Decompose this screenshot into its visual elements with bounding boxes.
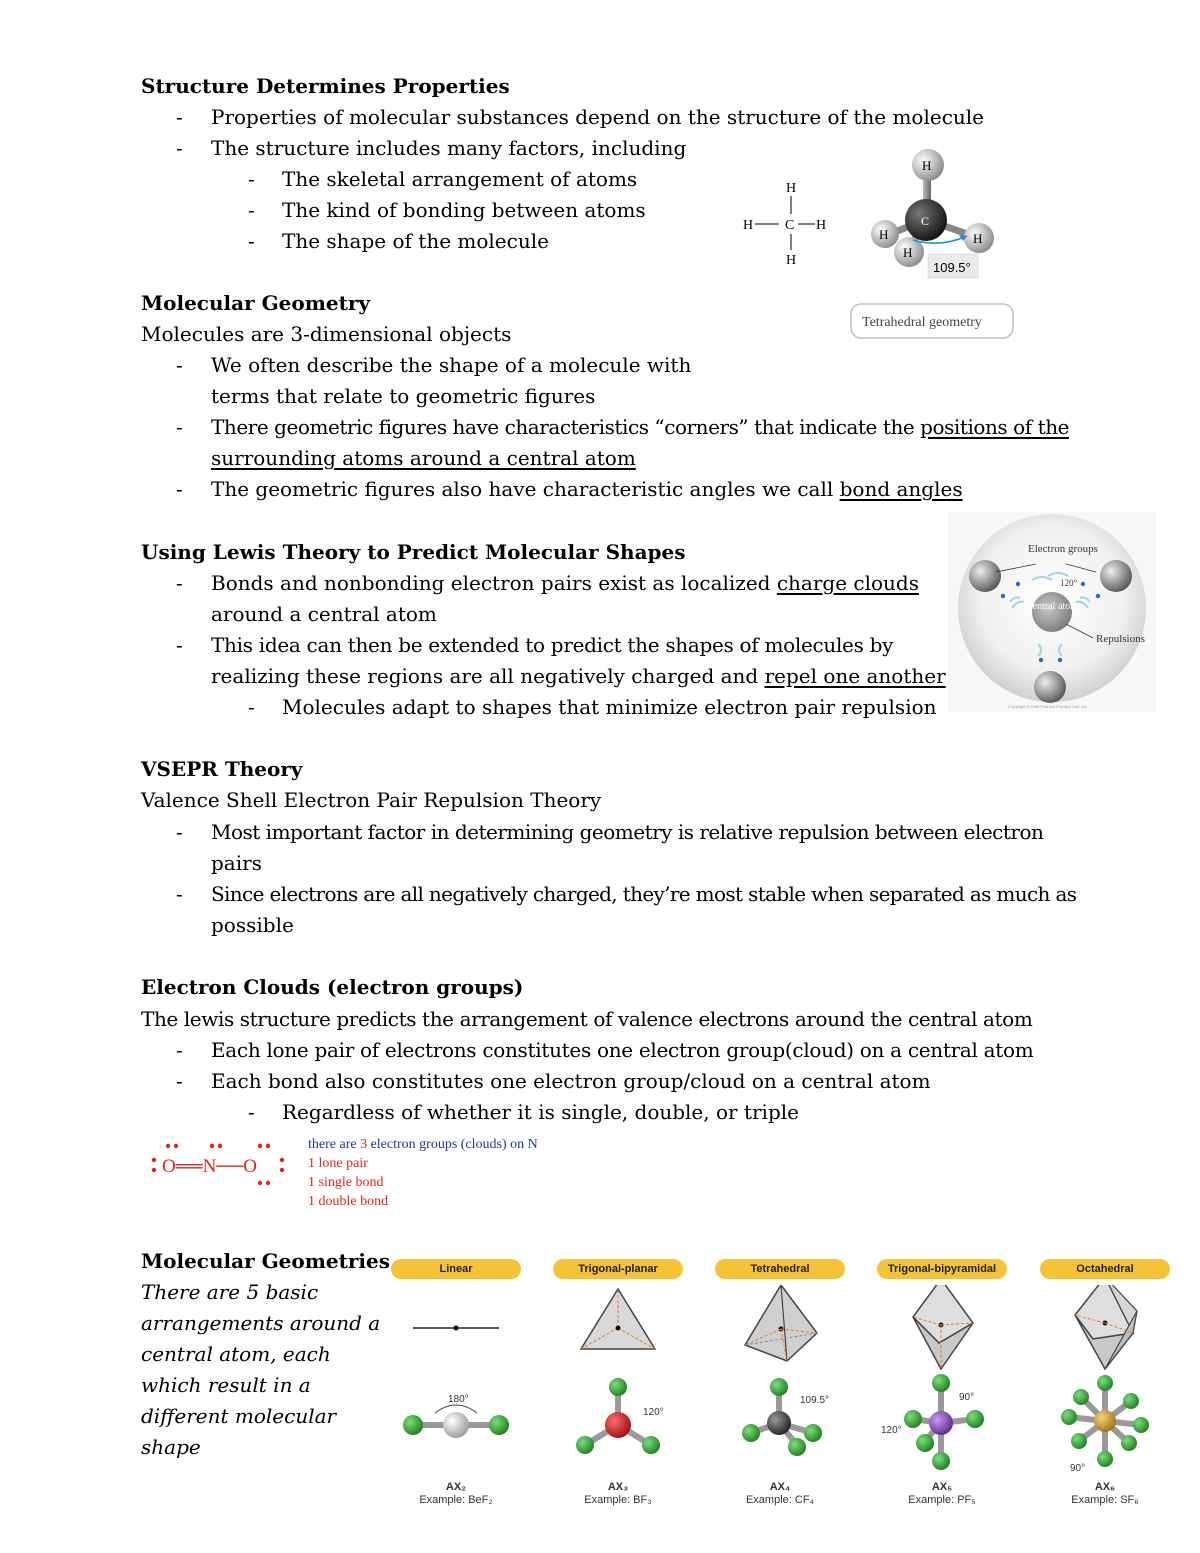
ball-h2: H [879, 227, 889, 242]
single-bond-count: 1 single bond [308, 1175, 384, 1190]
bullet-text: terms that relate to geometric figures [211, 384, 596, 408]
central-atom-label: Central atom [1026, 601, 1078, 612]
angle-label: 109.5° [800, 1395, 830, 1406]
geometry-label-tetrahedral: Tetrahedral [715, 1259, 845, 1279]
lewis-h-right: H [816, 218, 827, 233]
electron-groups-label: Electron groups [1028, 543, 1098, 555]
italic-line: There are 5 basic [141, 1280, 319, 1304]
lewis-h-left: H [743, 218, 754, 233]
bullet-text: There geometric figures have characteristics “corners” that indicate the positions of the [211, 415, 1070, 439]
bullet-text: around a central atom [211, 602, 437, 626]
angle-label: 120° [643, 1407, 664, 1418]
lewis-structure: O══N──O [162, 1156, 258, 1177]
heading-structure-determines-properties: Structure Determines Properties [141, 74, 510, 98]
copyright-label: Copyright © 2008 Pearson Prentice Hall, Inc. [1008, 704, 1088, 709]
angle-label: 90° [1070, 1463, 1086, 1474]
bullet-dash: - [176, 1038, 183, 1062]
bullet-dash: - [176, 571, 183, 595]
bullet-text: The geometric figures also have characteristic angles we call bond angles [211, 477, 963, 501]
italic-line: central atom, each [141, 1342, 331, 1366]
lone-pair-count: 1 lone pair [308, 1156, 368, 1171]
geometry-label-linear: Linear [391, 1259, 521, 1279]
angle-label: 180° [448, 1394, 469, 1405]
lewis-h-top: H [786, 181, 797, 196]
electron-groups-figure [948, 512, 1156, 712]
geometry-caption-tetrahedral: AX₄ Example: CF₄ [745, 1481, 815, 1506]
sub-bullet-dash: - [248, 1100, 255, 1124]
heading-molecular-geometries: Molecular Geometries [141, 1249, 390, 1273]
trigonal-planar-model [576, 1378, 664, 1454]
italic-line: which result in a [141, 1373, 311, 1397]
italic-line: different molecular [141, 1404, 337, 1428]
bullet-dash: - [176, 1069, 183, 1093]
heading-electron-clouds: Electron Clouds (electron groups) [141, 975, 524, 999]
ball-c: C [921, 214, 930, 228]
sub-bullet-dash: - [248, 229, 255, 253]
sub-bullet-dash: - [248, 167, 255, 191]
bullet-text: Since electrons are all negatively charged, they’re most stable when separated as much as [211, 882, 1077, 906]
geometry-caption-linear: AX₂ Example: BeF₂ [419, 1481, 493, 1506]
sub-bullet-text: The kind of bonding between atoms [282, 198, 646, 222]
tetrahedral-model [742, 1378, 829, 1456]
octahedral-model [1061, 1375, 1149, 1474]
angle-label: 109.5° [933, 260, 971, 275]
no2-lewis-figure [140, 1134, 610, 1214]
electron-group-summary: there are 3 electron groups (clouds) on N [308, 1137, 538, 1152]
sub-bullet-dash: - [248, 198, 255, 222]
paragraph: Valence Shell Electron Pair Repulsion Theory [141, 788, 602, 812]
sub-bullet-text: The skeletal arrangement of atoms [282, 167, 638, 191]
sub-bullet-text: Regardless of whether it is single, double, or triple [282, 1100, 799, 1124]
triangle-shape [581, 1289, 655, 1349]
bullet-text-underlined: surrounding atoms around a central atom [211, 446, 636, 470]
bullet-text: Each bond also constitutes one electron group/cloud on a central atom [211, 1069, 931, 1093]
figure-caption: Tetrahedral geometry [862, 315, 982, 330]
electron-groups-diagram [948, 512, 1156, 712]
heading-molecular-geometry: Molecular Geometry [141, 291, 371, 315]
sub-bullet-text: Molecules adapt to shapes that minimize electron pair repulsion [282, 695, 937, 719]
heading-lewis-theory: Using Lewis Theory to Predict Molecular Shapes [141, 540, 686, 564]
bullet-text: Most important factor in determining geometry is relative repulsion between electron [211, 820, 1044, 844]
bullet-text: The structure includes many factors, including [211, 136, 687, 160]
bullet-dash: - [176, 820, 183, 844]
geometry-caption-octahedral: AX₆ Example: SF₆ [1071, 1481, 1139, 1506]
methane-figure [735, 148, 1030, 348]
double-bond-count: 1 double bond [308, 1194, 389, 1209]
angle-label: 90° [959, 1392, 975, 1403]
lewis-c: C [785, 218, 795, 233]
ball-h1: H [922, 158, 932, 173]
octahedron-shape [1075, 1285, 1137, 1369]
geometry-label-trigonal-planar: Trigonal-planar [553, 1259, 683, 1279]
bullet-dash: - [176, 415, 183, 439]
geometry-shapes [385, 1285, 1185, 1485]
sub-bullet-dash: - [248, 695, 255, 719]
bullet-dash: - [176, 633, 183, 657]
bullet-dash: - [176, 882, 183, 906]
sub-bullet-text: The shape of the molecule [282, 229, 549, 253]
geometry-label-trigonal-bipyramidal: Trigonal-bipyramidal [877, 1259, 1007, 1279]
bullet-text: Properties of molecular substances depend on the structure of the molecule [211, 105, 985, 129]
italic-line: shape [141, 1435, 201, 1459]
paragraph: The lewis structure predicts the arrangement of valence electrons around the central atom [141, 1007, 1033, 1031]
italic-line: arrangements around a [141, 1311, 381, 1335]
paragraph: Molecules are 3-dimensional objects [141, 322, 512, 346]
heading-vsepr-theory: VSEPR Theory [141, 757, 303, 781]
angle-label: 120° [1060, 578, 1078, 588]
geometries-figure [385, 1255, 1185, 1525]
bullet-text: This idea can then be extended to predict the shapes of molecules by [211, 633, 894, 657]
ball-h4: H [903, 245, 913, 260]
bullet-dash: - [176, 353, 183, 377]
bullet-text: possible [211, 913, 294, 937]
geometry-caption-trigonal-planar: AX₃ Example: BF₃ [584, 1481, 652, 1506]
linear-model [403, 1394, 509, 1438]
no2-lewis-diagram [140, 1134, 610, 1214]
bullet-text: We often describe the shape of a molecule with [211, 353, 692, 377]
ball-h3: H [973, 231, 983, 246]
trigonal-bipyramidal-model [881, 1374, 984, 1470]
methane-diagram [735, 148, 1030, 348]
bullet-dash: - [176, 477, 183, 501]
geometry-caption-trigonal-bipyramidal: AX₅ Example: PF₅ [908, 1481, 976, 1506]
tetrahedron-shape [745, 1285, 817, 1361]
lewis-h-bottom: H [786, 253, 797, 268]
geometry-label-octahedral: Octahedral [1040, 1259, 1170, 1279]
repulsions-label: Repulsions [1096, 633, 1145, 645]
bullet-text: realizing these regions are all negatively charged and repel one another [211, 664, 946, 688]
bullet-text: Bonds and nonbonding electron pairs exist as localized charge clouds [211, 571, 919, 595]
bullet-text: Each lone pair of electrons constitutes one electron group(cloud) on a central atom [211, 1038, 1034, 1062]
bullet-dash: - [176, 136, 183, 160]
bipyramid-shape [913, 1285, 973, 1369]
bullet-text: pairs [211, 851, 262, 875]
bullet-dash: - [176, 105, 183, 129]
angle-label-2: 120° [881, 1425, 902, 1436]
